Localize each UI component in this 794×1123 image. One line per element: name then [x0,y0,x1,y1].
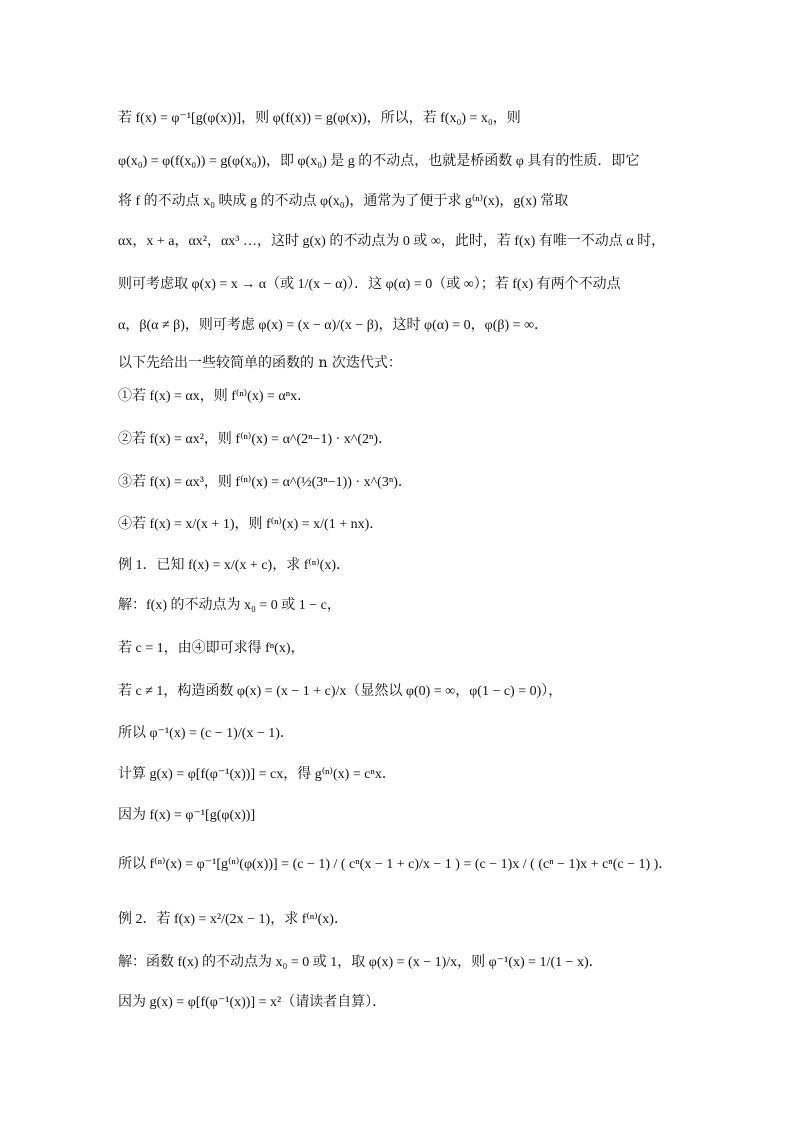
example-2-solution-2: 因为 g(x) = φ[f(φ⁻¹(x))] = x²（请读者自算）． [118,995,387,1010]
text-line-1: 若 f(x) = φ⁻¹[g(φ(x))]，则 φ(f(x)) = g(φ(x))，所以，若 f(x₀) = x₀，则 [118,111,521,126]
example-1-solution-3: 若 c ≠ 1，构造函数 φ(x) = (x − 1 + c)/x（显然以 φ(0) = ∞，φ(1 − c) = 0)）， [118,684,563,699]
example-1-solution-1: 解：f(x) 的不动点为 x₀ = 0 或 1 − c， [118,598,341,613]
example-1-solution-6: 因为 f(x) = φ⁻¹[g(φ(x))] [118,808,256,823]
example-1-solution-5: 计算 g(x) = φ[f(φ⁻¹(x))] = cx，得 g⁽ⁿ⁾(x) = cⁿx． [118,767,396,782]
text-line-3: 将 f 的不动点 x₀ 映成 g 的不动点 φ(x₀)，通常为了便于求 g⁽ⁿ⁾(x)，g(x) 常取 [118,194,569,209]
example-1-title: 例 1．已知 f(x) = x/(x + c)，求 f⁽ⁿ⁾(x)． [118,558,350,573]
text-line-4: αx，x + a，αx²，αx³ …，这时 g(x) 的不动点为 0 或 ∞，此时，若 f(x) 有唯一不动点 α 时， [118,234,666,249]
text-line-7: 以下先给出一些较简单的函数的 n 次迭代式： [118,355,402,371]
text-line-6: α，β(α ≠ β)，则可考虑 φ(x) = (x − α)/(x − β)，这时 φ(α) = 0，φ(β) = ∞． [118,318,549,333]
formula-2: ②若 f(x) = αx²，则 f⁽ⁿ⁾(x) = α^(2ⁿ−1) · x^(2ⁿ)． [118,432,393,447]
example-1-solution-4: 所以 φ⁻¹(x) = (c − 1)/(x − 1)． [118,726,294,741]
example-1-solution-7: 所以 f⁽ⁿ⁾(x) = φ⁻¹[g⁽ⁿ⁾(φ(x))] = (c − 1) / ( cⁿ(x − 1 + c)/x − 1 ) = (c − 1)x / ( (cⁿ − 1)x + cⁿ(c − 1) )． [118,857,673,872]
formula-1: ①若 f(x) = αx，则 f⁽ⁿ⁾(x) = αⁿx． [118,389,312,404]
formula-4: ④若 f(x) = x/(x + 1)，则 f⁽ⁿ⁾(x) = x/(1 + nx)． [118,517,384,532]
example-2-solution-1: 解：函数 f(x) 的不动点为 x₀ = 0 或 1，取 φ(x) = (x − 1)/x，则 φ⁻¹(x) = 1/(1 − x)． [118,955,603,970]
example-2-title: 例 2．若 f(x) = x²/(2x − 1)，求 f⁽ⁿ⁾(x)． [118,912,348,927]
text-line-5: 则可考虑取 φ(x) = x → α（或 1/(x − α)）．这 φ(α) = 0（或 ∞）；若 f(x) 有两个不动点 [118,277,621,292]
text-line-2: φ(x₀) = φ(f(x₀)) = g(φ(x₀))，即 φ(x₀) 是 g 的不动点，也就是桥函数 φ 具有的性质．即它 [118,154,640,169]
example-1-solution-2: 若 c = 1，由④即可求得 fⁿ(x)， [118,641,305,656]
formula-3: ③若 f(x) = αx³，则 f⁽ⁿ⁾(x) = α^(½(3ⁿ−1)) · x^(3ⁿ)． [118,475,412,490]
